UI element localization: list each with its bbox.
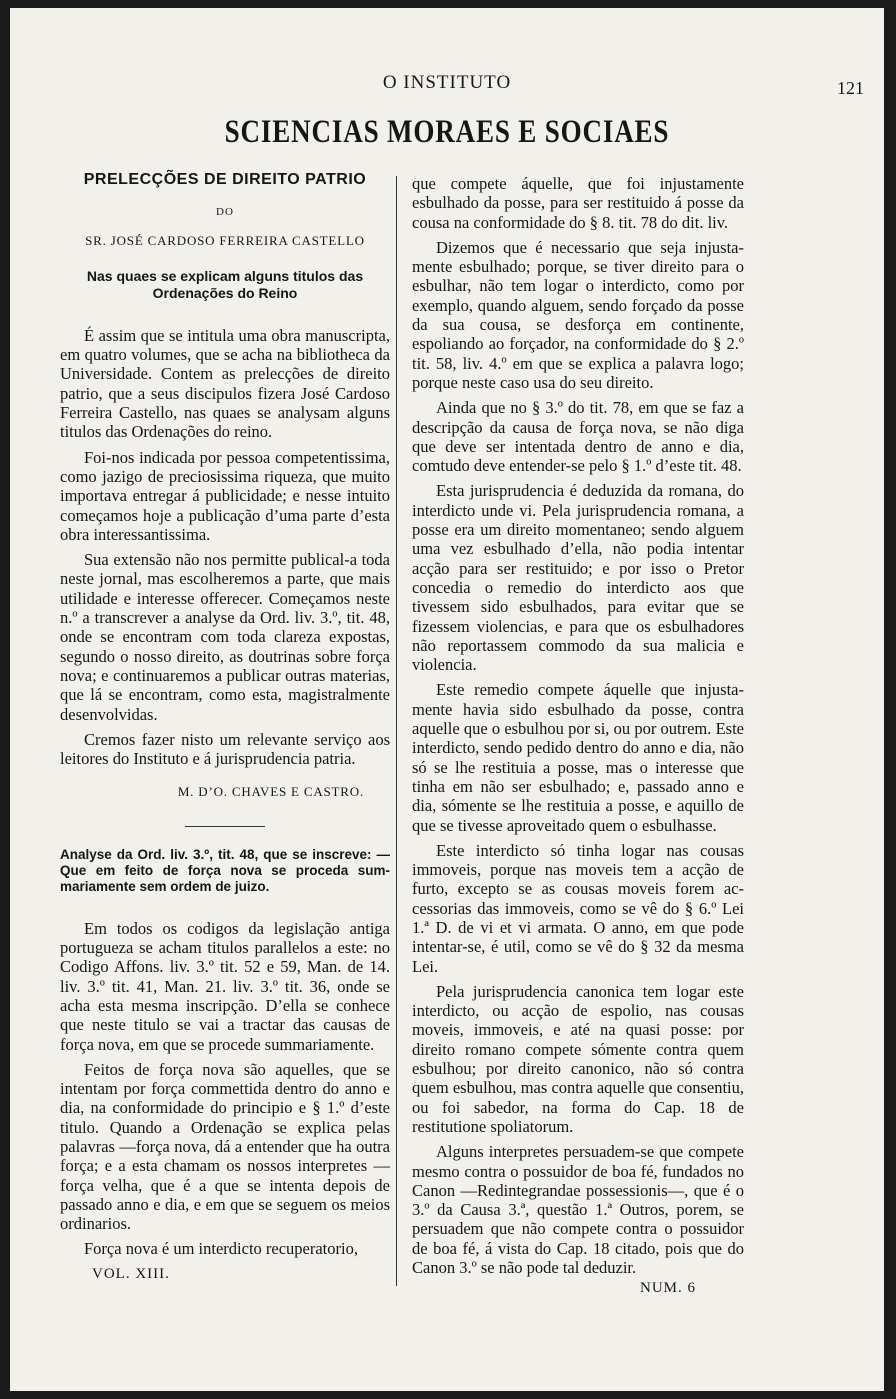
newspaper-page — [10, 8, 884, 1391]
page-number: 121 — [837, 78, 864, 98]
article-subtitle: Nas quaes se explicam alguns titulos das Ordenações do Reino — [86, 267, 364, 301]
signature: M. D’O. CHAVES E CASTRO. — [177, 784, 364, 800]
paragraph: Sua extensão não nos permitte publical-a toda neste jornal, mas escolheremos a parte, que mais utilidade e interesse offerecer. Começamos neste n.º a transcrever a analyse da Ord. liv. 3.º, tit. 48, onde se encontram com toda clareza expostas, segundo o nosso direito, as doutrinas sobre força nova; e continuaremos a publicar outras materias, que lá se encontram, como esta, magistralmente desenvolvidas. — [60, 550, 390, 724]
section-divider — [185, 826, 265, 827]
column-rule — [396, 176, 397, 1286]
article-author: SR. JOSÉ CARDOSO FERREIRA CASTELLO — [85, 232, 365, 248]
paragraph: Este remedio compete áquelle que injustamente havia sido esbulhado da posse, contra aquelle que o esbulhou por si, ou por outrem. Este interdicto, sendo pedido dentro do anno e dia, não só se lhe restituia a posse, mas o interesse que tinha em não ser esbulhado; e, passado anno e dia, sómente se lhe restituia a posse, e aquillo de que se tivesse aproveitado quem o esbulhasse. — [412, 680, 744, 835]
paragraph: Feitos de força nova são aquelles, que se intentam por força commettida dentro do anno e dia, na conformidade do principio e § 1.º d’este titulo. Quando a Ordenação se explica pelas palavras —força nova, dá a entender que ha outra força; e a esta chamam os nossos interpretes —força velha, que é a que se intenta depois de passado anno e dia, e em que se seguem os meios ordinarios. — [60, 1059, 390, 1234]
paragraph: Foi-nos indicada por pessoa competentissima, como jazigo de preciosissima riqueza, que muito importava entregar á publicidade; e nesse intuito começamos hoje a publicação d’uma parte d’esta obra interessantissima. — [60, 447, 390, 544]
volume-label: VOL. XIII. — [92, 1266, 170, 1282]
paragraph: que compete áquelle, que foi injustamente esbulhado da posse, para ser restituido á posse da cousa na conformidade do § 8. tit. 78 do dit. liv. — [412, 174, 744, 232]
paragraph: Ainda que no § 3.º do tit. 78, em que se faz a descripção da causa de força nova, se não diga que deve ser intentada dentro de anno e dia, comtudo deve entender-se pelo § 1.º d’este tit. 48. — [412, 398, 744, 476]
running-header — [10, 72, 884, 96]
paragraph: Cremos fazer nisto um relevante serviço aos leitores do Instituto e á jurisprudencia patria. — [60, 729, 390, 769]
left-column — [60, 168, 390, 1265]
journal-title: O INSTITUTO — [382, 72, 512, 93]
right-column — [412, 174, 744, 1283]
section-title: SCIENCIAS MORAES E SOCIAES — [224, 114, 670, 150]
issue-number: NUM. 6 — [640, 1280, 697, 1296]
article-of: DO — [216, 206, 234, 219]
paragraph: Alguns interpretes persuadem-se que compete mesmo contra o possuidor de boa fé, fundados no Canon —Redintegrandae possessionis—, que é o 3.º da Causa 3.ª, questão 1.ª Outros, porem, se persuadem que não compete contra o possuidor de boa fé, á vista do Cap. 18 citado, pois que do Canon 3.º se não pode tal deduzir. — [412, 1142, 744, 1278]
paragraph: Em todos os codigos da legislação antiga portugueza se acham titulos parallelos a este: no Codigo Affons. liv. 3.º tit. 52 e 59, Man. de 14. liv. 3.º tit. 41, Man. 21. liv. 3.º tit. 36, onde se acha esta mesma inscripção. D’ella se conhece que neste titulo se vai a tractar das causas de força nova, em que se procede summariamente. — [60, 918, 390, 1054]
paragraph: Esta jurisprudencia é deduzida da romana, do interdicto unde vi. Pela jurisprudencia romana, a posse era um direito momentaneo; sendo alguem uma vez esbulhado d’ella, não podia intentar acção para ser restituido; e por isso o Pretor concedia o remedio do interdicto aos que tivessem sido esbulhados, para evitar que se fizessem violencias, e para que os esbulhadores não reportassem commodo da sua malicia e violencia. — [412, 481, 744, 675]
paragraph: Este interdicto só tinha logar nas cousas immoveis, porque nas moveis tem a acção de furto, excepto se as cousas moveis forem accessorias das immoveis, como se vê do § 6.º Lei 1.ª D. de vi et vi armata. O anno, em que pode intentar-se, é util, como se vê do § 32 da mesma Lei. — [412, 840, 744, 976]
analysis-heading: Analyse da Ord. liv. 3.º, tit. 48, que se inscreve: —Que em feito de força nova se proceda summariamente sem ordem de juizo. — [60, 846, 390, 894]
paragraph: Pela jurisprudencia canonica tem logar este interdicto, ou acção de espolio, nas cousas moveis, immoveis, e até na quasi posse: por direito romano compete sómente contra quem esbulhou; por direito canonico, não só contra quem esbulhou, mas contra aquelle que consentiu, ou foi sabedor, na forma do Cap. 18 de restitutione spoliatorum. — [412, 981, 744, 1136]
article-title: PRELECÇÕES DE DIREITO PATRIO — [83, 171, 367, 188]
paragraph: É assim que se intitula uma obra manuscripta, em quatro volumes, que se acha na bibliotheca da Universidade. Contem as prelecções de direito patrio, que a seus discipulos fizera José Cardoso Ferreira Castello, nas quaes se analysam alguns titulos das Ordenações do reino. — [60, 325, 390, 442]
paragraph: Força nova é um interdicto recuperatorio, — [84, 1239, 358, 1259]
paragraph: Dizemos que é necessario que seja injustamente esbulhado; porque, se tiver direito para o esbulhar, não tem logar o interdicto, como por exemplo, quando alguem, sendo forçado da posse da sua cousa, se desforça em continente, espoliando ao forçador, na conformidade do § 2.º tit. 58, liv. 4.º em que se explica a palavra logo; porque neste caso usa do seu direito. — [412, 237, 744, 392]
